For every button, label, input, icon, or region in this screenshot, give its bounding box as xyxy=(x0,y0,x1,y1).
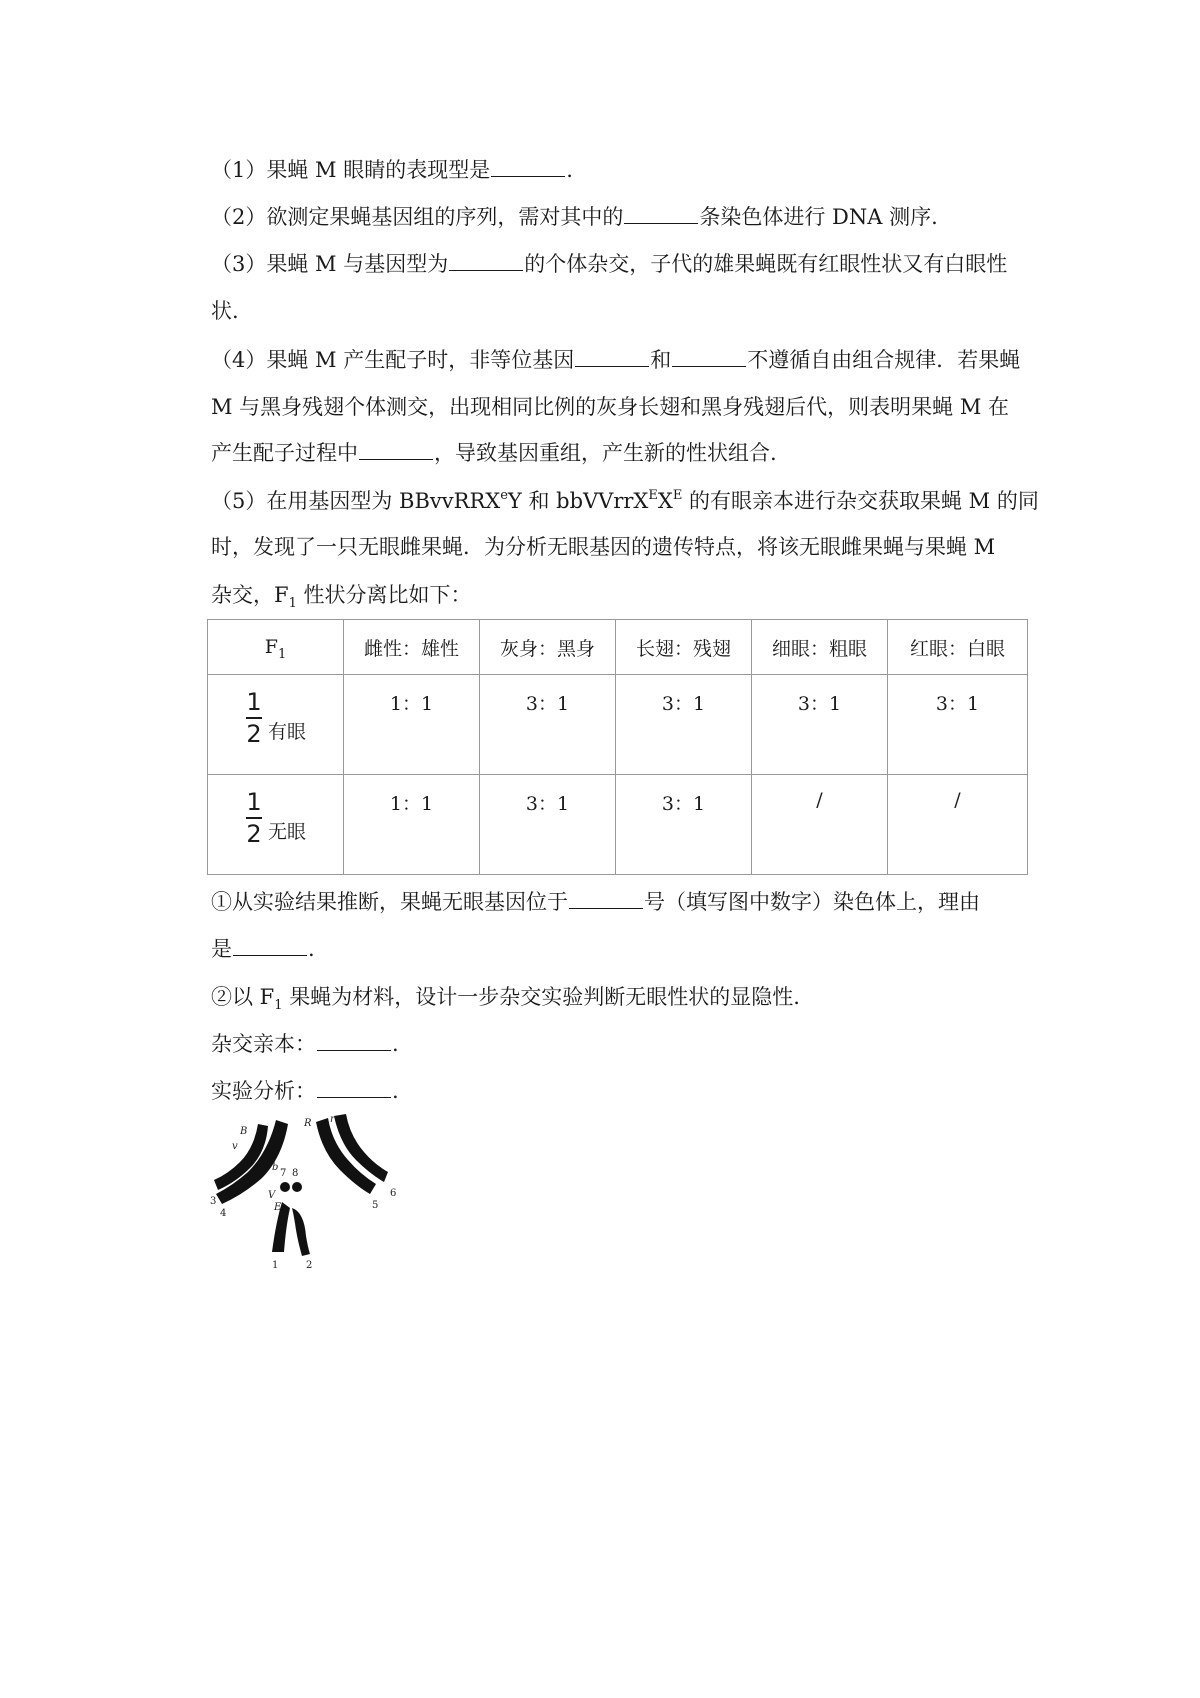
answer-blank[interactable] xyxy=(317,1030,391,1051)
svg-text:R: R xyxy=(304,1118,312,1129)
f1-ratio-table xyxy=(207,619,1028,875)
row-label: 1 2 有眼 xyxy=(208,675,344,775)
table-cell: 3：1 xyxy=(480,675,616,775)
svg-text:8: 8 xyxy=(292,1168,299,1179)
question-1: （1）果蝇 M 眼睛的表现型是 . xyxy=(211,158,573,182)
header-cell: 雌性：雄性 xyxy=(344,620,480,675)
sub-question-2: ②以 $F_1$ 果蝇为材料，设计一步杂交实验判断无眼性状的显隐性. xyxy=(211,985,800,1013)
table-cell: / xyxy=(888,775,1028,875)
answer-blank[interactable] xyxy=(359,439,433,460)
fraction: 1 2 xyxy=(246,788,262,848)
svg-text:3: 3 xyxy=(210,1196,217,1207)
question-2: （2）欲测定果蝇基因组的序列，需对其中的 条染色体进行 DNA 测序. xyxy=(211,205,938,229)
answer-blank[interactable] xyxy=(672,346,746,367)
fraction: 1 2 xyxy=(246,688,262,748)
table-row xyxy=(208,675,1028,775)
table-cell: 3：1 xyxy=(480,775,616,875)
svg-text:4: 4 xyxy=(220,1208,227,1219)
table-cell: 3：1 xyxy=(616,675,752,775)
q4-text: （4）果蝇 M 产生配子时，非等位基因 xyxy=(211,348,575,372)
svg-text:1: 1 xyxy=(272,1260,279,1271)
svg-text:7: 7 xyxy=(280,1168,287,1179)
svg-text:v: v xyxy=(232,1141,238,1152)
table-header-row xyxy=(208,620,1028,675)
table-cell: 3：1 xyxy=(616,775,752,875)
svg-text:E: E xyxy=(274,1202,282,1213)
answer-blank[interactable] xyxy=(575,346,649,367)
svg-text:B: B xyxy=(240,1126,248,1137)
table-cell: 3：1 xyxy=(752,675,888,775)
table-cell: 1：1 xyxy=(344,775,480,875)
question-3: （3）果蝇 M 与基因型为 的个体杂交，子代的雄果蝇既有红眼性状又有白眼性 xyxy=(211,252,1008,276)
table-cell: 1：1 xyxy=(344,675,480,775)
row-label: 1 2 无眼 xyxy=(208,775,344,875)
analysis-line: 实验分析： . xyxy=(211,1079,399,1103)
question-3-cont: 状. xyxy=(211,299,239,323)
answer-blank[interactable] xyxy=(233,935,307,956)
header-cell: 灰身：黑身 xyxy=(480,620,616,675)
question-5: （5）在用基因型为 BBvvRRX$^e$Y 和 $bbVVrrX^EX^E$ 的有眼亲本进行杂交获取果蝇 M 的同 xyxy=(211,488,1039,513)
answer-blank[interactable] xyxy=(569,888,643,909)
answer-blank[interactable] xyxy=(491,156,565,177)
q2-text: （2）欲测定果蝇基因组的序列，需对其中的 xyxy=(211,205,624,229)
svg-text:b: b xyxy=(272,1162,279,1173)
answer-blank[interactable] xyxy=(449,250,523,271)
chromosome-2 xyxy=(292,1208,310,1256)
question-4: （4）果蝇 M 产生配子时，非等位基因 和 不遵循自由组合规律．若果蝇 xyxy=(211,348,1021,372)
table-cell: 3：1 xyxy=(888,675,1028,775)
table-row xyxy=(208,775,1028,875)
question-4-line3: 产生配子过程中 ，导致基因重组，产生新的性状组合. xyxy=(211,441,777,465)
header-cell: 细眼：粗眼 xyxy=(752,620,888,675)
q3-text: （3）果蝇 M 与基因型为 xyxy=(211,252,449,276)
cross-parents-line: 杂交亲本： . xyxy=(211,1032,399,1056)
chromosome-7 xyxy=(280,1182,290,1192)
q1-text: （1）果蝇 M 眼睛的表现型是 xyxy=(211,158,491,182)
question-4-line2: M 与黑身残翅个体测交，出现相同比例的灰身长翅和黑身残翅后代，则表明果蝇 M 在 xyxy=(211,395,1010,419)
chromosome-8 xyxy=(292,1182,302,1192)
header-f1: $F_1$ xyxy=(208,620,344,675)
svg-text:V: V xyxy=(268,1190,276,1201)
chromosome-figure xyxy=(210,1112,420,1272)
answer-blank[interactable] xyxy=(317,1077,391,1098)
svg-text:5: 5 xyxy=(372,1200,379,1211)
svg-text:r: r xyxy=(330,1114,335,1125)
header-cell: 红眼：白眼 xyxy=(888,620,1028,675)
svg-text:6: 6 xyxy=(390,1188,397,1199)
answer-blank[interactable] xyxy=(624,203,698,224)
sub-question-1: ①从实验结果推断，果蝇无眼基因位于 号（填写图中数字）染色体上，理由 xyxy=(211,890,980,914)
question-5-line3: 杂交，$F_1$ 性状分离比如下： xyxy=(211,583,472,611)
question-5-line2: 时，发现了一只无眼雌果蝇．为分析无眼基因的遗传特点，将该无眼雌果蝇与果蝇 M xyxy=(211,535,996,559)
header-cell: 长翅：残翅 xyxy=(616,620,752,675)
table-cell: / xyxy=(752,775,888,875)
svg-text:2: 2 xyxy=(306,1260,313,1271)
sub-question-1-line2: 是 . xyxy=(211,937,315,961)
